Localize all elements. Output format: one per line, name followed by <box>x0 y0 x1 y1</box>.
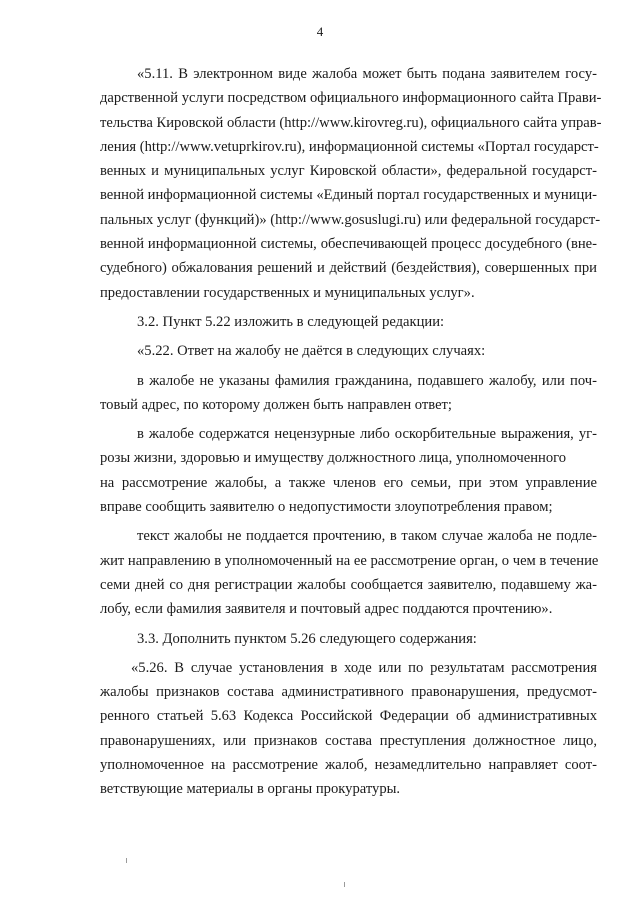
text-line: розы жизни, здоровью и имуществу должностного лица, уполномоченного <box>100 450 567 467</box>
text-line: уполномоченное на рассмотрение жалоб, незамедлительно направляет соот- <box>100 757 597 774</box>
text-line: предоставлении государственных и муниципальных услуг». <box>100 284 475 301</box>
text-line: лобу, если фамилия заявителя и почтовый адрес поддаются прочтению». <box>100 601 553 618</box>
text-line: ления (http://www.vetuprkirov.ru), информационной системы «Портал государст- <box>100 138 599 155</box>
text-line: вправе сообщить заявителю о недопустимости злоупотребления правом; <box>100 499 553 516</box>
text-line: венной информационной системы, обеспечивающей процесс досудебного (вне- <box>100 236 597 253</box>
paragraph-5-11 <box>100 62 602 305</box>
text-line: 3.2. Пункт 5.22 изложить в следующей редакции: <box>137 313 445 330</box>
text-line: товый адрес, по которому должен быть направлен ответ; <box>100 396 452 413</box>
text-line: «5.22. Ответ на жалобу не даётся в следующих случаях: <box>137 343 486 360</box>
paragraph-3-3 <box>100 627 597 651</box>
text-line: текст жалобы не поддается прочтению, в таком случае жалоба не подле- <box>137 528 597 545</box>
text-line: «5.26. В случае установления в ходе или по результатам рассмотрения <box>131 659 597 676</box>
text-line: жалобы признаков состава административного правонарушения, предусмот- <box>100 684 597 701</box>
page-number: 4 <box>316 24 324 39</box>
text-line: «5.11. В электронном виде жалоба может быть подана заявителем госу- <box>137 66 597 82</box>
text-line: в жалобе не указаны фамилия гражданина, подавшего жалобу, или поч- <box>137 372 597 389</box>
text-line: ренного статьей 5.63 Кодекса Российской Федерации об административных <box>100 708 597 725</box>
document-body <box>100 62 602 807</box>
paragraph-3-2 <box>100 310 597 334</box>
text-line: тельства Кировской области (http://www.kirovreg.ru), официального сайта управ- <box>100 114 602 131</box>
scan-speck <box>126 858 127 863</box>
text-line: дарственной услуги посредством официального информационного сайта Прави- <box>100 90 602 107</box>
text-line: на рассмотрение жалобы, а также членов его семьи, при этом управление <box>100 474 597 491</box>
paragraph-obscene <box>100 422 597 519</box>
paragraph-5-22 <box>100 339 597 363</box>
text-line: пальных услуг (функций)» (http://www.gosuslugi.ru) или федеральной государст- <box>100 211 601 228</box>
text-line: судебного) обжалования решений и действий (бездействия), совершенных при <box>100 260 597 277</box>
paragraph-no-name <box>100 369 597 418</box>
paragraph-unreadable <box>100 524 597 621</box>
text-line: 3.3. Дополнить пунктом 5.26 следующего содержания: <box>137 630 477 647</box>
text-line: семи дней со дня регистрации жалобы сообщается заявителю, подавшему жа- <box>100 576 597 593</box>
text-line: правонарушениях, или признаков состава преступления должностное лицо, <box>100 732 597 749</box>
text-line: ветствующие материалы в органы прокуратуры. <box>100 781 401 798</box>
text-line: жит направлению в уполномоченный на ее рассмотрение орган, о чем в течение <box>100 552 599 569</box>
text-line: в жалобе содержатся нецензурные либо оскорбительные выражения, уг- <box>137 426 597 443</box>
scan-speck <box>344 882 345 887</box>
paragraph-5-26 <box>100 656 597 802</box>
text-line: венных и муниципальных услуг Кировской области», федеральной государст- <box>100 163 597 180</box>
text-line: венной информационной системы «Единый портал государственных и муници- <box>100 187 597 204</box>
